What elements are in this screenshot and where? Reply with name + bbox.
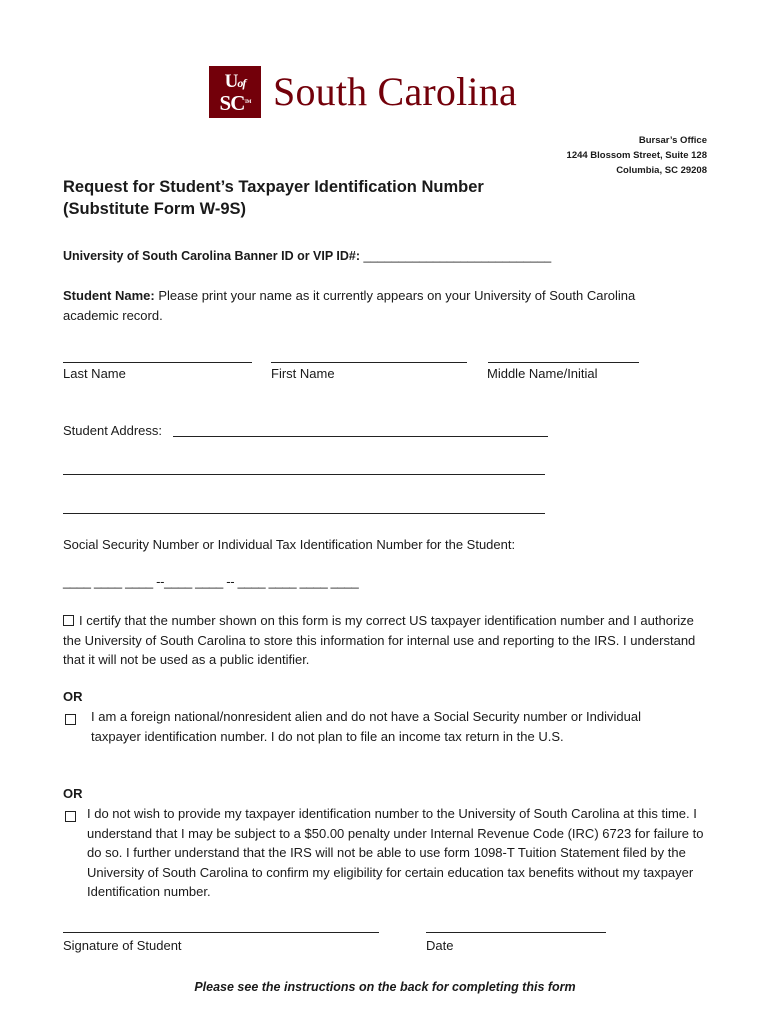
address-label: Student Address: [63, 423, 163, 438]
footer-note: Please see the instructions on the back for completing this form [194, 980, 576, 994]
certify-checkbox[interactable] [63, 615, 74, 626]
signature-label: Signature of Student [63, 938, 182, 953]
foreign-text: I am a foreign national/nonresident alien and do not have a Social Security number or Individual taxpayer identification number. I do not plan to file an income tax return in the U.S. [91, 709, 641, 744]
signature-line[interactable] [63, 932, 379, 933]
first-name-label: First Name [271, 366, 335, 381]
banner-id-label: University of South Carolina Banner ID or VIP ID#: [63, 249, 361, 263]
student-name-text: Please print your name as it currently appears on your University of South Carolina academic record. [63, 288, 636, 323]
last-name-line[interactable] [63, 362, 252, 363]
banner-id-field[interactable] [63, 247, 551, 266]
ssn-label: Social Security Number or Individual Tax Identification Number for the Student: [63, 537, 516, 552]
or-label-2: OR [63, 786, 83, 801]
ssn-blanks[interactable]: ____ ____ ____ --____ ____ -- ____ ____ ____ ____ [63, 574, 359, 589]
address-line-1[interactable] [173, 436, 548, 437]
first-name-line[interactable] [271, 362, 467, 363]
logo-sc: SC [219, 90, 245, 115]
decline-text: I do not wish to provide my taxpayer identification number to the University of South Carolina at this time. I understand that I may be subject to a $50.00 penalty under Internal Revenue Code (IRC) 6723 for failure to do so. I further understand that the IRS will not be able to use form 1098-T Tuition Statement filed by the University of South Carolina to confirm my eligibility for certain education tax benefits without my taxpayer Identification number. [87, 806, 704, 899]
date-line[interactable] [426, 932, 606, 933]
decline-checkbox[interactable] [65, 811, 76, 822]
decline-checkbox-wrap [65, 808, 81, 826]
last-name-label: Last Name [63, 366, 126, 381]
usc-logo-mark [209, 66, 261, 118]
date-label: Date [426, 938, 454, 953]
certify-text: I certify that the number shown on this form is my correct US taxpayer identification number and I authorize the University of South Carolina to store this information for internal use and reporting to the IRS. I understand that it will not be used as a public identifier. [63, 613, 696, 667]
office-address [567, 133, 707, 178]
office-street: 1244 Blossom Street, Suite 128 [566, 150, 707, 161]
form-title-line1: Request for Student’s Taxpayer Identification Number [63, 178, 484, 196]
foreign-checkbox[interactable] [65, 714, 76, 725]
form-title-line2: (Substitute Form W-9S) [63, 200, 246, 218]
middle-name-label: Middle Name/Initial [487, 366, 598, 381]
form-title [63, 176, 484, 220]
logo-wordmark: South Carolina [273, 69, 517, 114]
office-city: Columbia, SC 29208 [616, 165, 707, 176]
address-line-3[interactable] [63, 513, 545, 514]
student-name-label: Student Name: [63, 288, 155, 303]
logo-of: of [237, 75, 246, 90]
certify-option [63, 611, 708, 670]
office-name: Bursar’s Office [638, 135, 707, 146]
address-line-2[interactable] [63, 474, 545, 475]
middle-name-line[interactable] [488, 362, 639, 363]
or-label-1: OR [63, 689, 83, 704]
banner-id-blank: ___________________________ [363, 249, 552, 263]
student-name-instruction [63, 286, 683, 325]
logo-tm: TM [244, 99, 251, 105]
logo-u: U [224, 70, 238, 92]
foreign-checkbox-wrap [65, 711, 81, 729]
